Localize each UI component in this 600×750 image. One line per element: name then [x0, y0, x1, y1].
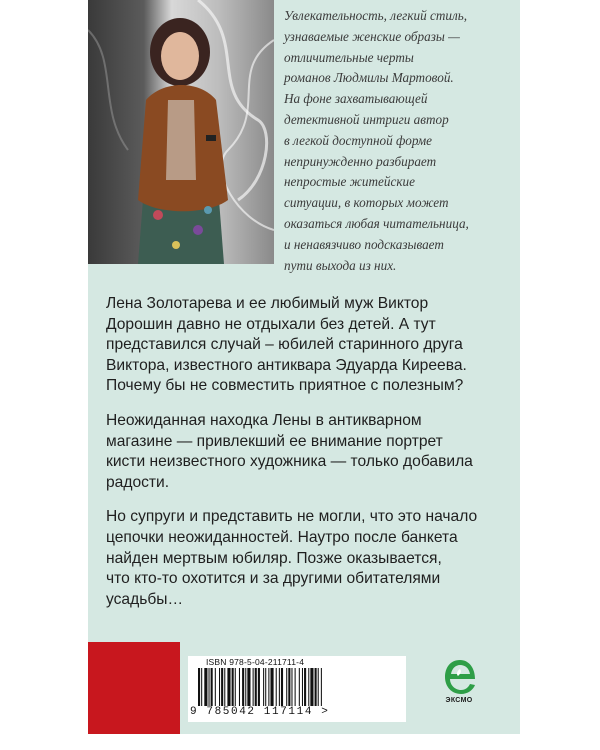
annotation-paragraph-1: Лена Золотарева и ее любимый муж Виктор Дорошин давно не отдыхали без детей. А тут представился случай – юбилей старинного друга Виктора, известного антиквара Эдуарда Киреева. Почему бы не совместить приятное с полезным?: [106, 295, 467, 395]
barcode-number: 9 785042 117114 >: [190, 706, 330, 718]
blurb-text: Увлекательность, легкий стиль, узнаваемые женские образы — отличительные черты романов Людмилы Мартовой. На фоне захватывающей детективной интриги автор в легкой доступной форме непринужденно разбирает непростые житейские ситуации, в которых может оказаться любая читательница, и ненавязчиво подсказывает пути выхода из них.: [284, 8, 469, 273]
barcode-label: [188, 656, 406, 722]
barcode-bars: [194, 668, 400, 706]
publisher-name: ЭКСМО: [445, 697, 473, 704]
eksmo-logo-icon: [442, 657, 478, 697]
author-photo: [88, 0, 274, 264]
author-portrait-illustration: [88, 0, 274, 264]
book-annotation: [106, 294, 516, 624]
annotation-paragraph-3: Но супруги и представить не могли, что это начало цепочки неожиданностей. Наутро после банкета найден мертвым юбиляр. Позже оказывается, что кто-то охотится и за другими обитателями усадьбы…: [106, 508, 478, 608]
annotation-paragraph-2: Неожиданная находка Лены в антикварном магазине — привлекший ее внимание портрет кисти неизвестного художника — только добавила радости.: [106, 411, 473, 491]
red-accent-block: [88, 642, 180, 734]
isbn-text: ISBN 978-5-04-211711-4: [206, 657, 305, 667]
back-cover: [88, 0, 520, 734]
author-blurb: [284, 6, 512, 276]
